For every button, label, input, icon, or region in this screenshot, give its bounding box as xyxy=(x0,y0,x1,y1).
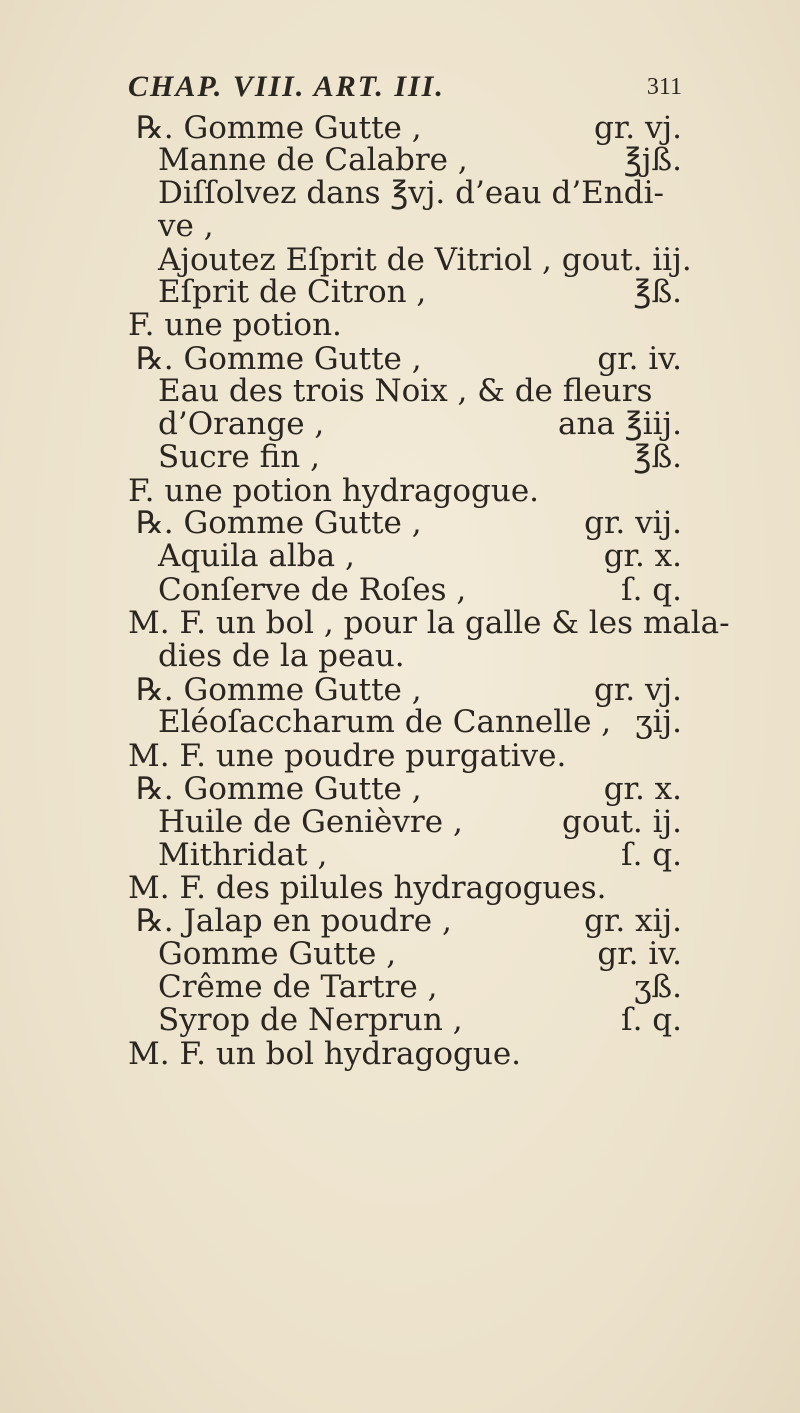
line-text: F. une potion hydragogue. xyxy=(128,473,540,509)
line-text: Aquila alba , xyxy=(158,538,355,574)
line-text: d’Orange , xyxy=(158,406,325,442)
line-text: Conſerve de Roſes , xyxy=(158,572,467,608)
dose-text: gr. iv. xyxy=(597,936,682,972)
running-title: CHAP. VIII. ART. III. xyxy=(128,70,445,103)
dose-text: ſ. q. xyxy=(621,572,682,608)
line-text: M. F. un bol , pour la galle & les mala- xyxy=(128,605,730,641)
dose-text: gr. vj. xyxy=(594,672,682,708)
dose-text: ſ. q. xyxy=(621,1002,682,1038)
dose-text: gout. ij. xyxy=(561,804,682,840)
line-text: dies de la peau. xyxy=(158,638,405,674)
dose-text: gr. vj. xyxy=(594,110,682,146)
text-line xyxy=(0,1034,800,1074)
line-text: ℞. Gomme Gutte , xyxy=(136,672,422,708)
line-text: Ajoutez Eſprit de Vitriol , gout. iij. xyxy=(158,242,692,278)
line-text: ℞. Gomme Gutte , xyxy=(136,505,422,541)
dose-text: ℥ß. xyxy=(633,439,682,475)
dose-text: ʒij. xyxy=(635,704,682,740)
line-text: Mithridat , xyxy=(158,837,328,873)
line-text: Manne de Calabre , xyxy=(158,142,468,178)
line-text: F. une potion. xyxy=(128,307,342,343)
line-text: M. F. un bol hydragogue. xyxy=(128,1036,522,1072)
dose-text: gr. x. xyxy=(603,771,682,807)
line-text: ℞. Gomme Gutte , xyxy=(136,341,422,377)
line-text: ℞. Jalap en poudre , xyxy=(136,903,452,939)
line-text: Syrop de Nerprun , xyxy=(158,1002,463,1038)
dose-text: ℥jß. xyxy=(623,142,682,178)
line-text: Crême de Tartre , xyxy=(158,969,438,1005)
line-text: ℞. Gomme Gutte , xyxy=(136,110,422,146)
line-text: M. F. une poudre purgative. xyxy=(128,738,567,774)
line-text: ℞. Gomme Gutte , xyxy=(136,771,422,807)
line-text: Diſſolvez dans ℥vj. d’eau d’Endi- xyxy=(158,175,665,211)
line-text: Eſprit de Citron , xyxy=(158,274,427,310)
dose-text: gr. iv. xyxy=(597,341,682,377)
line-text: M. F. des pilules hydragogues. xyxy=(128,870,607,906)
page-number: 311 xyxy=(646,74,682,100)
line-text: Eléoſaccharum de Cannelle , xyxy=(158,704,612,740)
line-text: Eau des trois Noix , & de fleurs xyxy=(158,373,653,409)
dose-text: gr. vij. xyxy=(584,505,682,541)
dose-text: ana ℥iij. xyxy=(558,406,682,442)
dose-text: ſ. q. xyxy=(621,837,682,873)
dose-text: ℥ß. xyxy=(633,274,682,310)
line-text: Huile de Genièvre , xyxy=(158,804,463,840)
line-text: ve , xyxy=(158,208,214,244)
line-text: Gomme Gutte , xyxy=(158,936,397,972)
line-text: Sucre fin , xyxy=(158,439,320,475)
dose-text: ʒß. xyxy=(633,969,682,1005)
dose-text: gr. x. xyxy=(603,538,682,574)
dose-text: gr. xij. xyxy=(584,903,682,939)
